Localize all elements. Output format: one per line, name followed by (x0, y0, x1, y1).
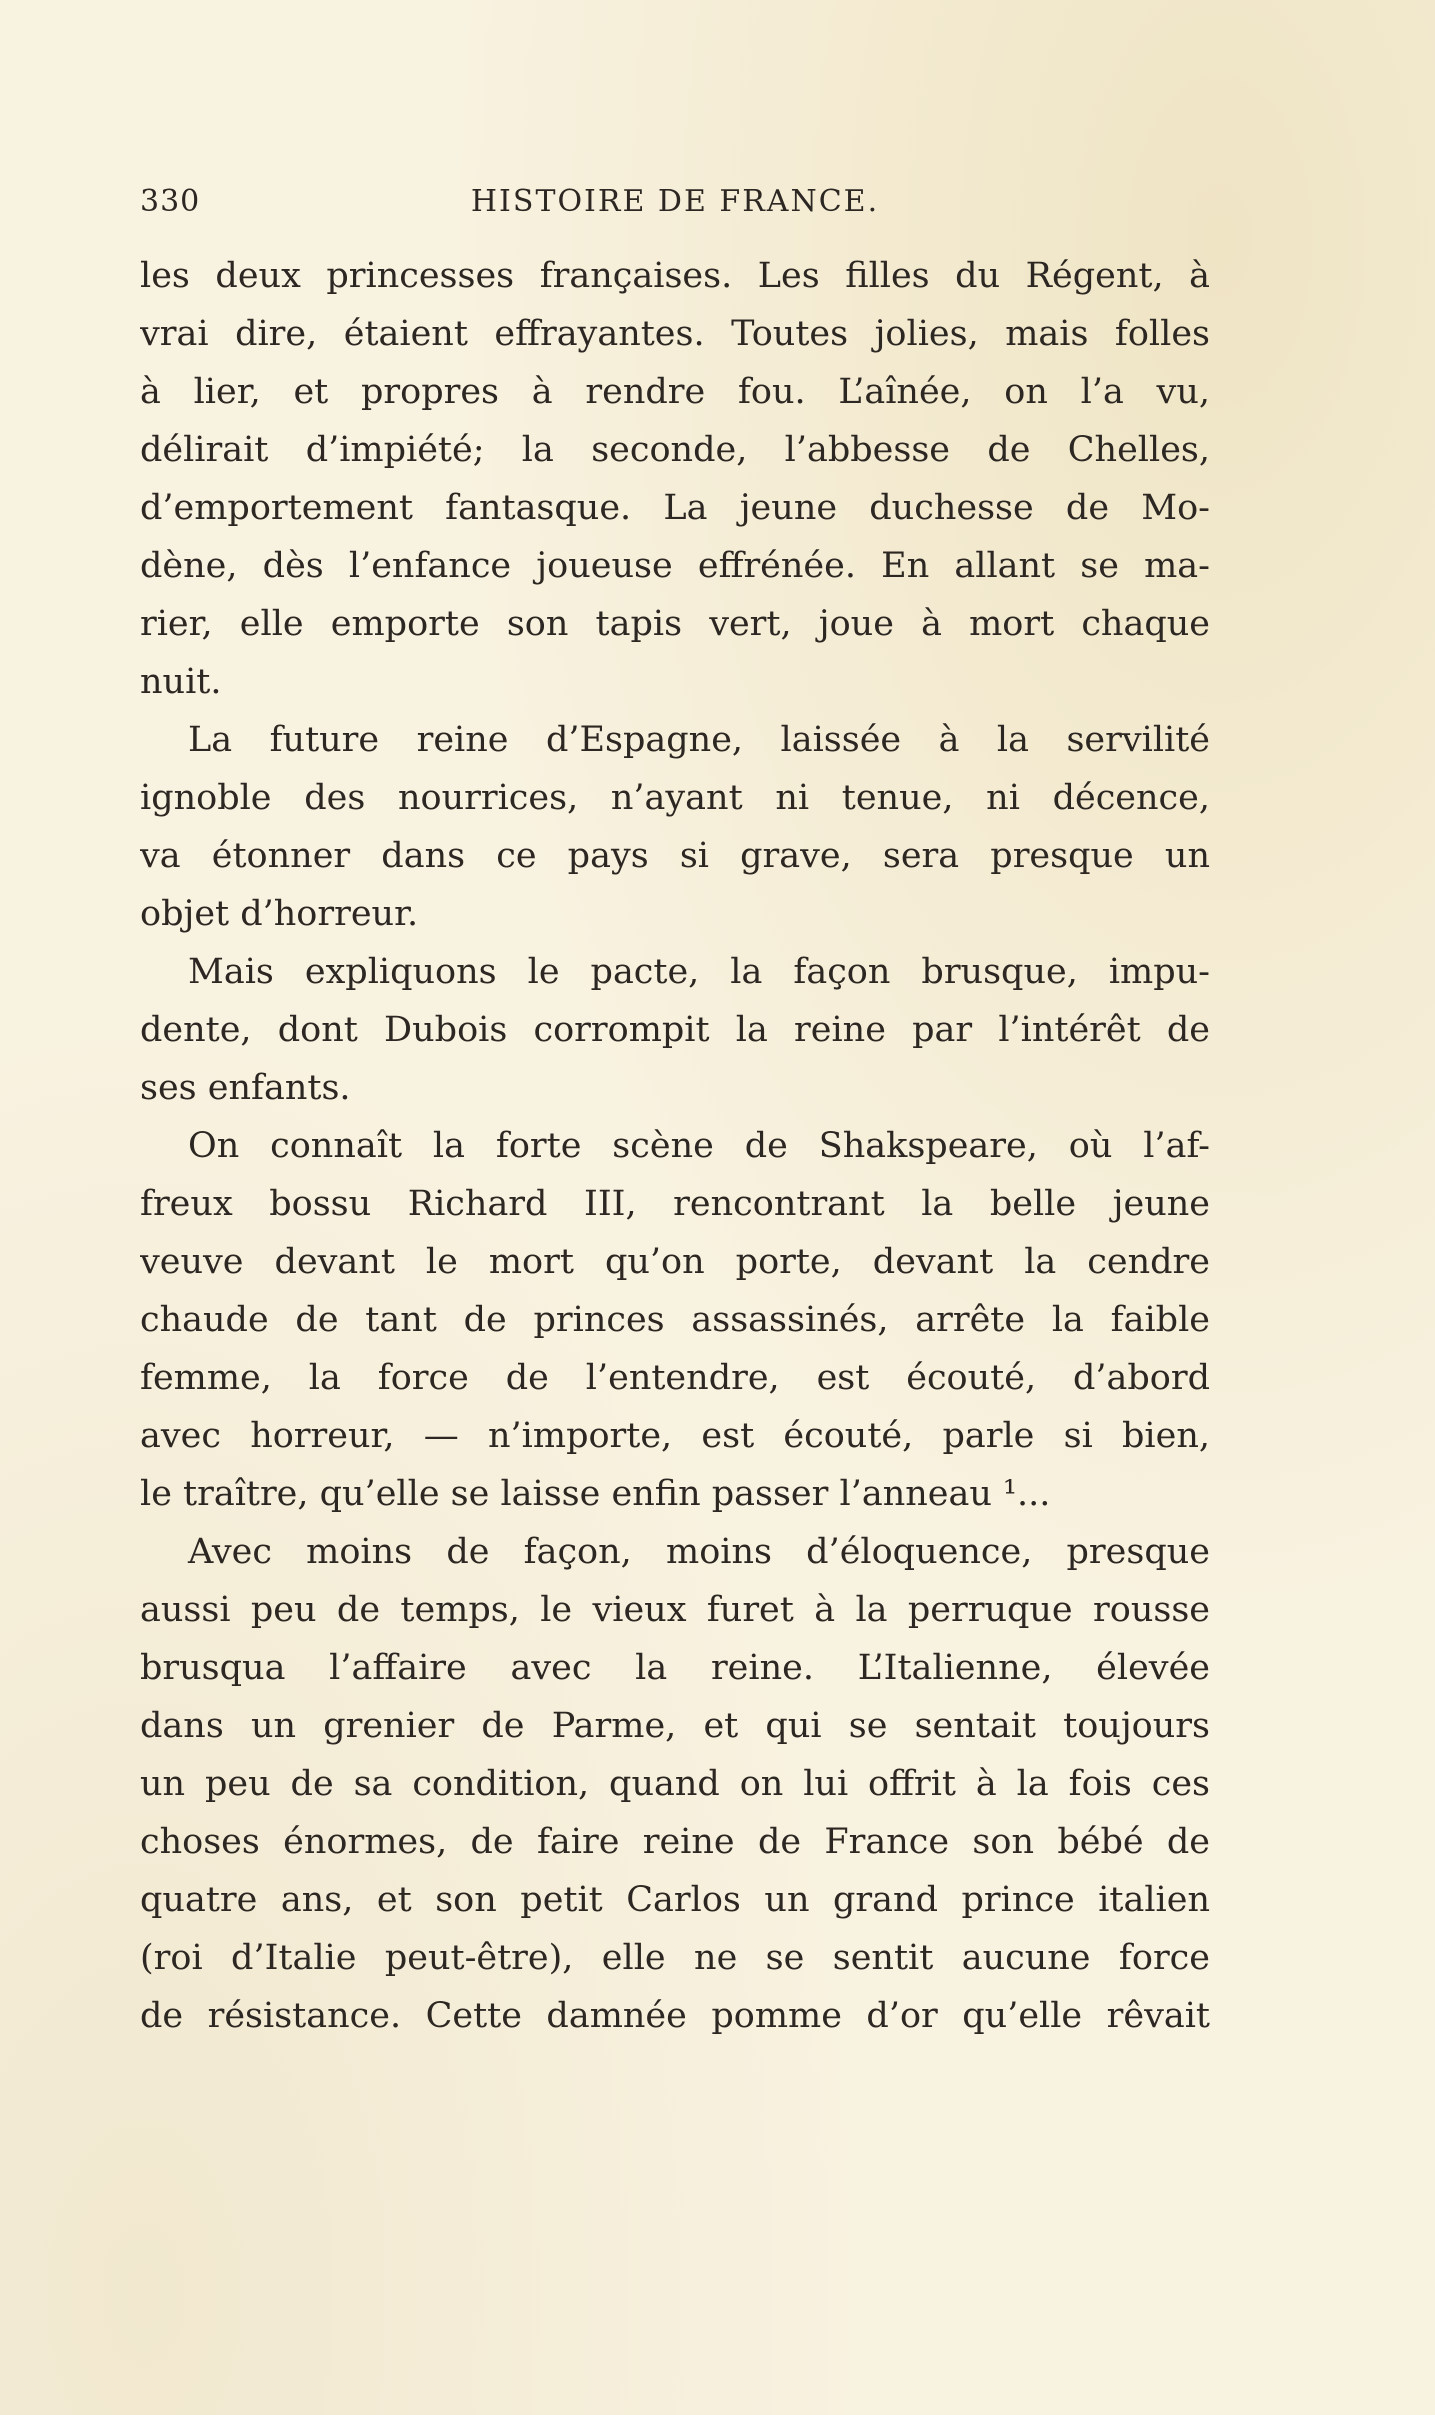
text-line: choses énormes, de faire reine de France son bébé de (140, 1822, 1210, 1862)
text-line: chaude de tant de princes assassinés, arrête la faible (140, 1300, 1210, 1340)
text-line: Mais expliquons le pacte, la façon brusque, impu- (188, 952, 1210, 992)
text-line: veuve devant le mort qu’on porte, devant la cendre (140, 1242, 1210, 1282)
text-line: On connaît la forte scène de Shakspeare, où l’af- (188, 1126, 1210, 1166)
text-line: ignoble des nourrices, n’ayant ni tenue, ni décence, (140, 778, 1210, 818)
text-line: Avec moins de façon, moins d’éloquence, presque (188, 1532, 1210, 1572)
text-line: de résistance. Cette damnée pomme d’or qu’elle rêvait (140, 1996, 1210, 2036)
text-line: à lier, et propres à rendre fou. L’aînée, on l’a vu, (140, 372, 1210, 412)
text-line: aussi peu de temps, le vieux furet à la perruque rousse (140, 1590, 1210, 1630)
text-line: un peu de sa condition, quand on lui offrit à la fois ces (140, 1764, 1210, 1804)
text-line: va étonner dans ce pays si grave, sera presque un (140, 836, 1210, 876)
text-line: le traître, qu’elle se laisse enfin passer l’anneau ¹... (140, 1474, 1051, 1514)
text-line: dène, dès l’enfance joueuse effrénée. En allant se ma- (140, 546, 1210, 586)
text-line: ses enfants. (140, 1068, 351, 1108)
text-line: vrai dire, étaient effrayantes. Toutes jolies, mais folles (140, 314, 1210, 354)
text-line: les deux princesses françaises. Les filles du Régent, à (140, 256, 1210, 296)
text-line: nuit. (140, 662, 222, 702)
text-line: dente, dont Dubois corrompit la reine par l’intérêt de (140, 1010, 1210, 1050)
text-line: femme, la force de l’entendre, est écouté, d’abord (140, 1358, 1210, 1398)
text-line: freux bossu Richard III, rencontrant la belle jeune (140, 1184, 1210, 1224)
text-line: d’emportement fantasque. La jeune duchesse de Mo- (140, 488, 1210, 528)
body-text (140, 247, 1210, 2045)
text-line: avec horreur, — n’importe, est écouté, parle si bien, (140, 1416, 1210, 1456)
running-head (140, 180, 1210, 230)
book-title: HISTOIRE DE FRANCE. (470, 184, 880, 219)
text-line: objet d’horreur. (140, 894, 419, 934)
text-line: rier, elle emporte son tapis vert, joue à mort chaque (140, 604, 1210, 644)
text-line: quatre ans, et son petit Carlos un grand prince italien (140, 1880, 1210, 1920)
text-line: (roi d’Italie peut-être), elle ne se sentit aucune force (140, 1938, 1210, 1978)
page-number: 330 (140, 184, 201, 219)
text-line: dans un grenier de Parme, et qui se sentait toujours (140, 1706, 1210, 1746)
text-line: délirait d’impiété; la seconde, l’abbesse de Chelles, (140, 430, 1210, 470)
text-line: brusqua l’affaire avec la reine. L’Italienne, élevée (140, 1648, 1210, 1688)
text-line: La future reine d’Espagne, laissée à la servilité (188, 720, 1210, 760)
